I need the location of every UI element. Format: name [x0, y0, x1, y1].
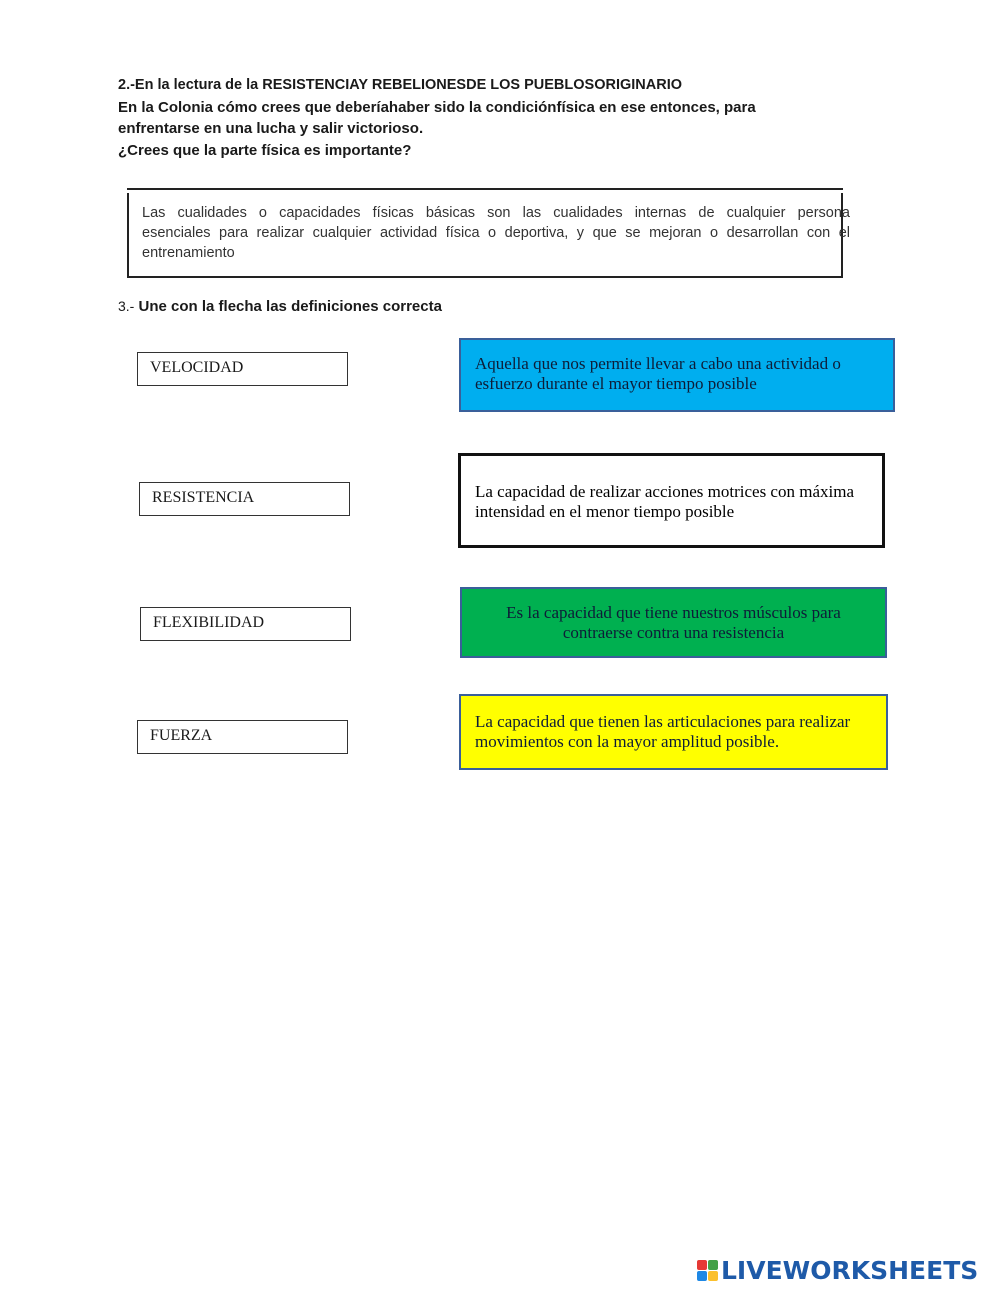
definition-velocidad[interactable]: La capacidad de realizar acciones motrices con máxima intensidad en el menor tiempo posible — [458, 453, 885, 548]
term-resistencia[interactable]: RESISTENCIA — [139, 482, 350, 516]
question-2-line-3: ¿Crees que la parte física es importante? — [118, 142, 412, 159]
definition-fuerza[interactable]: Es la capacidad que tiene nuestros músculos para contraerse contra una resistencia — [460, 587, 887, 658]
question-2-line-1: En la Colonia cómo crees que deberíahaber sido la condiciónfísica en ese entonces, para — [118, 99, 756, 116]
question-3-number: 3.- — [118, 298, 135, 314]
liveworksheets-logo-text: LIVEWORKSHEETS — [721, 1255, 979, 1285]
logo-square-red — [697, 1260, 707, 1270]
answer-text-box[interactable] — [127, 188, 850, 278]
term-fuerza[interactable]: FUERZA — [137, 720, 348, 754]
liveworksheets-logo-icon — [697, 1260, 718, 1281]
term-velocidad[interactable]: VELOCIDAD — [137, 352, 348, 386]
answer-text: Las cualidades o capacidades físicas básicas son las cualidades internas de cualquier persona esenciales para realizar cualquier actividad física o deportiva, y que se mejoran o desarrollan con el entrenamiento — [142, 205, 850, 261]
answer-box-left-border — [127, 193, 129, 277]
logo-square-green — [708, 1260, 718, 1270]
liveworksheets-logo — [697, 1255, 978, 1285]
question-3-text: Une con la flecha las definiciones correcta — [138, 298, 442, 315]
definition-resistencia[interactable]: Aquella que nos permite llevar a cabo una actividad o esfuerzo durante el mayor tiempo posible — [459, 338, 895, 412]
question-2-line-2: enfrentarse en una lucha y salir victorioso. — [118, 120, 424, 137]
logo-square-blue — [697, 1271, 707, 1281]
logo-square-yellow — [708, 1271, 718, 1281]
definition-flexibilidad[interactable]: La capacidad que tienen las articulaciones para realizar movimientos con la mayor amplitud posible. — [459, 694, 888, 770]
term-flexibilidad[interactable]: FLEXIBILIDAD — [140, 607, 351, 641]
question-2-title: 2.-En la lectura de la RESISTENCIAY REBELIONESDE LOS PUEBLOSORIGINARIO — [118, 77, 683, 93]
question-3-title — [118, 298, 442, 315]
